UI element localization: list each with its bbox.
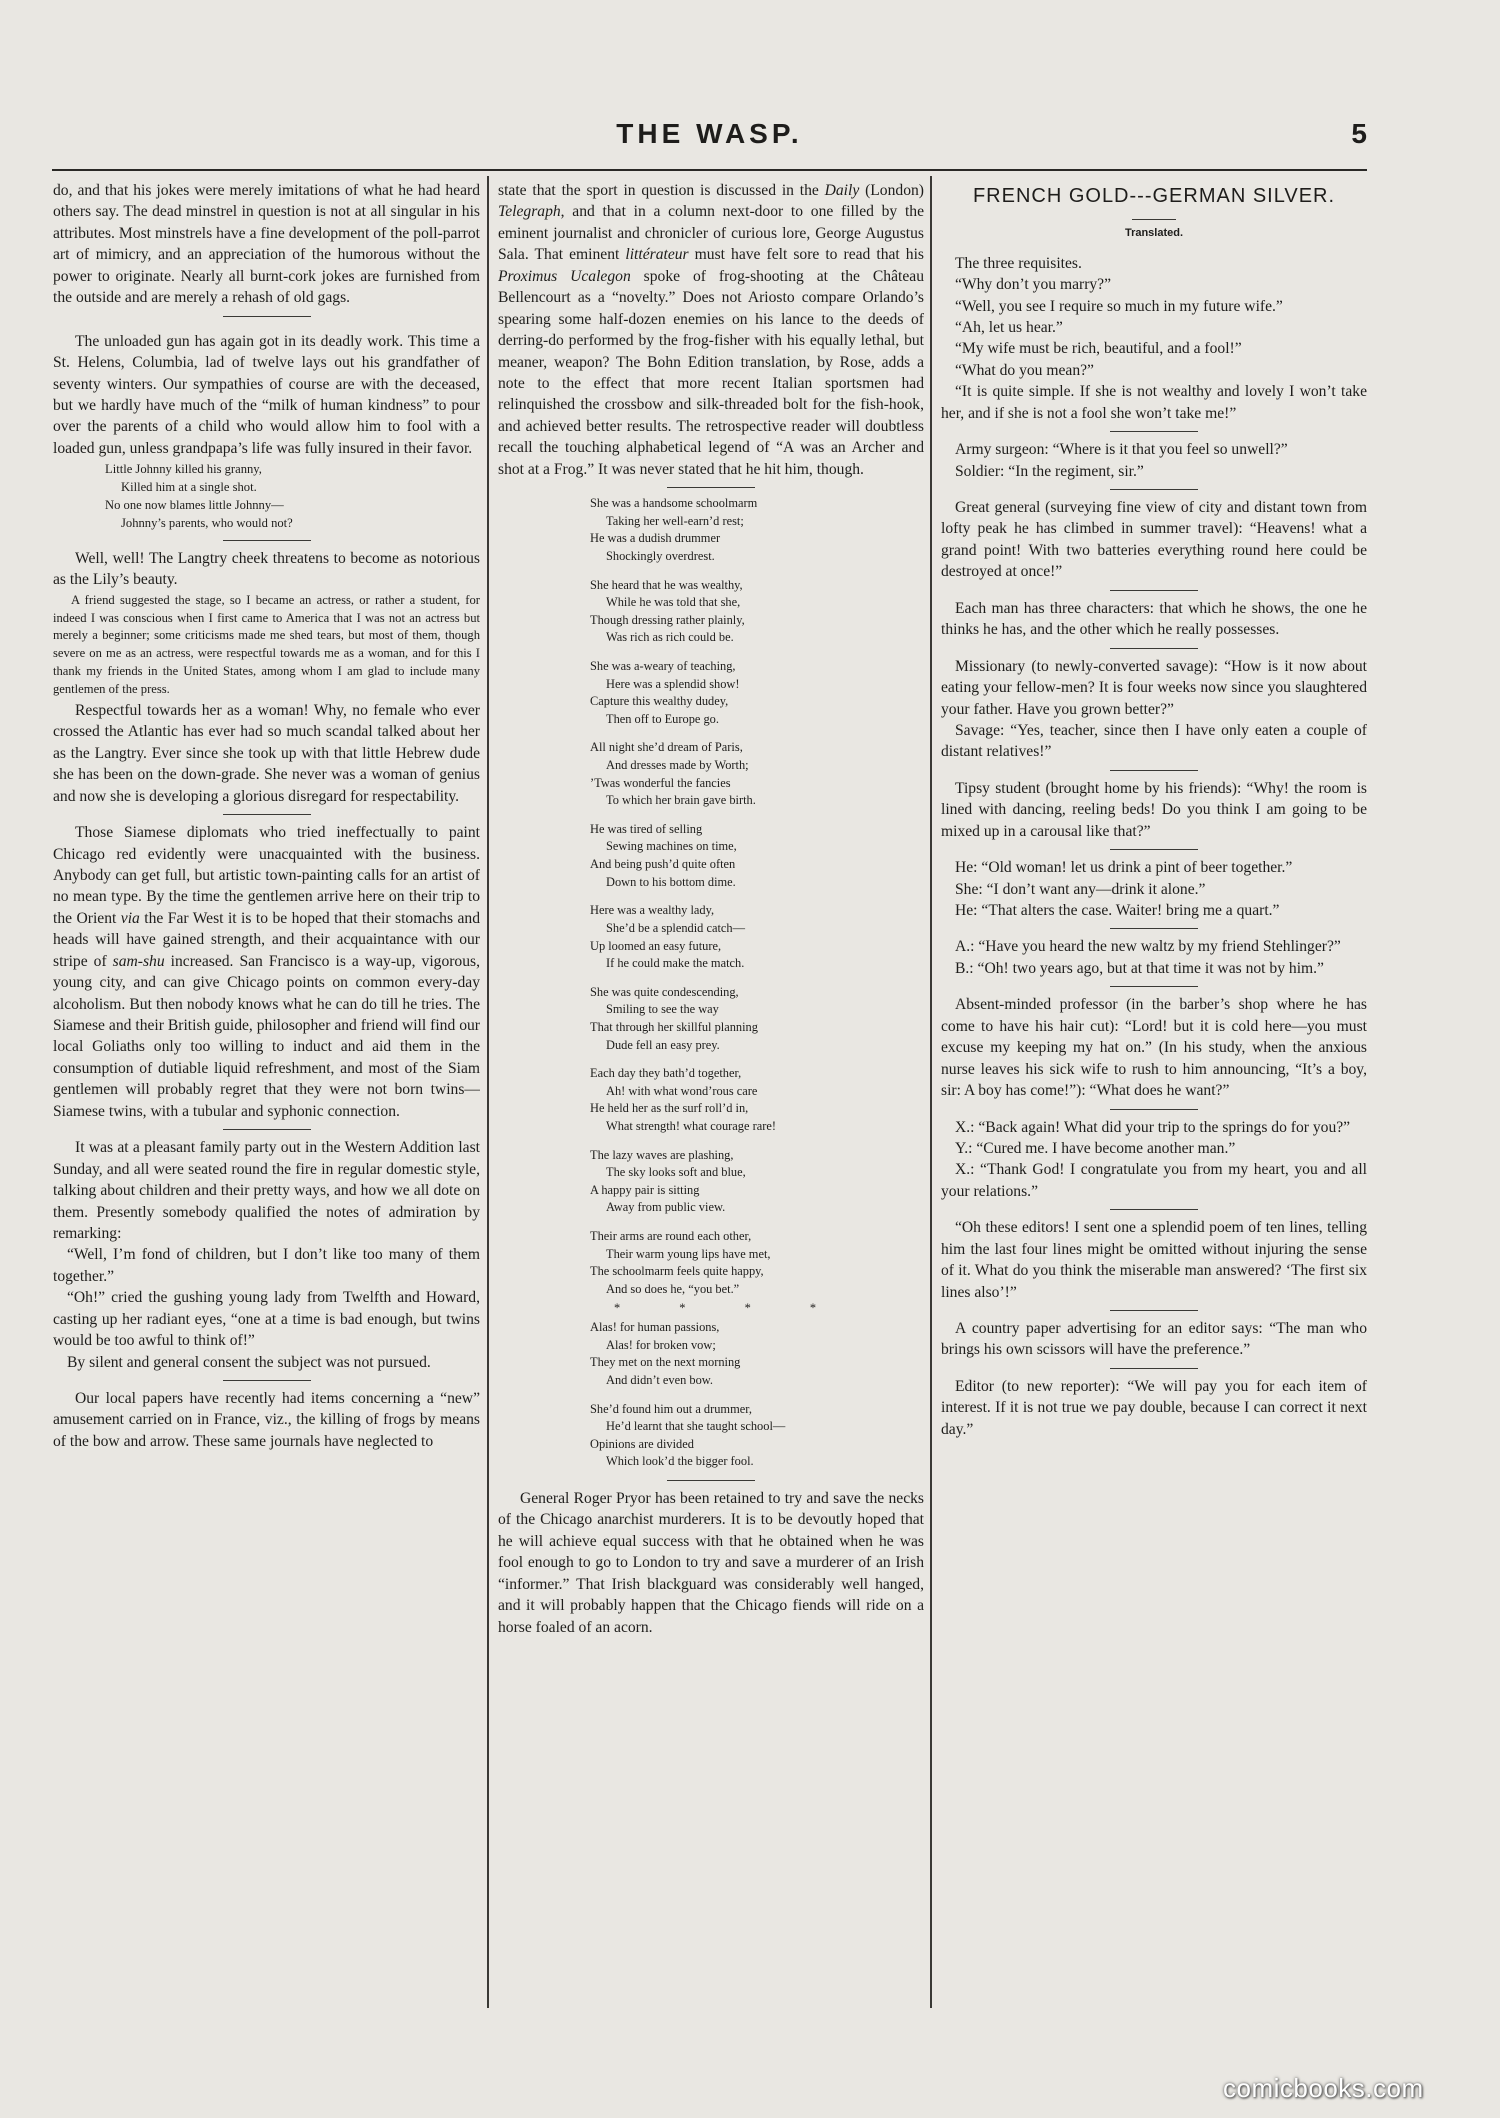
poem-line: They met on the next morning [590,1355,741,1370]
poem-stanza [590,1065,924,1135]
italic-run: littérateur [625,246,689,264]
joke-line: A country paper advertising for an editor says: “The man who brings his own scissors will have the preference.” [941,1320,1367,1359]
poem-line: She’d be a splendid catch— [606,920,746,935]
poem-line: He was a dudish drummer [590,531,721,546]
joke-separator [1110,648,1198,649]
poem-stanza [590,902,924,972]
joke-separator [1110,431,1198,432]
joke-line: X.: “Thank God! I congratulate you from my heart, you and all your relations.” [941,1161,1367,1200]
joke-line: “Ah, let us hear.” [955,318,1063,336]
quote-text: A friend suggested the stage, so I became an actress, or rather a student, for indeed I was conscious when I first came to America that I was not an actress but merely a beginner; some criticisms made me shed tears, but most of them, though severe on me as an actress, were respectful towards me as a woman, and for this I thank my friends in the United States, among whom I am glad to include many gentlemen of the press. [53,592,480,696]
joke-line: Missionary (to newly-converted savage): “How is it now about eating your fellow-men? It is four weeks now since you slaughtered your father. Have you grown better?” [941,657,1367,718]
poem-line: Which look’d the bigger fool. [606,1454,754,1469]
joke-line: She: “I don’t want any—drink it alone.” [955,880,1206,898]
poem-line: A happy pair is sitting [590,1182,700,1197]
joke-separator [1110,1109,1198,1110]
section-separator [667,1480,755,1481]
article-paragraph: do, and that his jokes were merely imitations of what he had heard others say. The dead minstrel in question is not at all singular in his attributes. Most minstrels have a fine development of the poll-parrot art of mimicry, and an appreciation of the humorous without the power to originate. Nearly all burnt-cork jokes are furnished from the outside and are merely a rehash of old gags. [53,182,480,307]
poem-line: Up loomed an easy future, [590,938,722,953]
section-separator [667,487,755,488]
joke-line: Absent-minded professor (in the barber’s shop where he has come to have his hair cut): “Lord! but it is cold here—you must excuse my keeping my hat on.” (In his study, when the anxious nurse leaves his sick wife to rush to him announcing, “It’s a boy, sir: A boy has come!”): “What does he want?” [941,996,1367,1100]
section-separator [223,1129,311,1130]
poem-line: Taking her well-earn’d rest; [606,513,744,528]
poem-line: Opinions are divided [590,1436,694,1451]
poem-line: Dude fell an easy prey. [606,1037,720,1052]
poem-stanza [590,577,924,647]
joke-line: Y.: “Cured me. I have become another man.” [955,1139,1236,1157]
poem-line: Each day they bath’d together, [590,1066,742,1081]
poem-line: Smiling to see the way [606,1002,719,1017]
joke-line: Editor (to new reporter): “We will pay you for each item of interest. If it is not true we pay double, because I can correct it next day.” [941,1377,1367,1438]
poem-stanza [590,1401,924,1471]
poem-line: ’Twas wonderful the fancies [590,775,731,790]
poem-line: He’d learnt that she taught school— [606,1419,786,1434]
poem-line: That through her skillful planning [590,1019,758,1034]
joke-line: Army surgeon: “Where is it that you feel so unwell?” [955,441,1288,459]
joke-line: “Why don’t you marry?” [955,276,1112,294]
article-paragraph: The unloaded gun has again got in its deadly work. This time a St. Helens, Columbia, lad of twelve lays out his grandfather of seventy winters. Our sympathies of course are with the deceased, but we hardly have much of the “milk of human kindness” to pour over the parents of a child who would allow him to fool with a loaded gun, unless grandpapa’s life was fully insured in their favor. [53,332,480,457]
dialogue-paragraph: By silent and general consent the subject was not pursued. [67,1353,431,1371]
article-paragraph: General Roger Pryor has been retained to try and save the necks of the Chicago anarchist murderers. It is to be devoutly hoped that he will achieve equal success with that he obtained when he was fool enough to go to London to try and save a murderer of an Irish “informer.” That Irish blackguard was considerably well hanged, and it will probably happen that the Chicago fiends will ride on a horse foaled of an acorn. [498,1489,924,1636]
italic-run: Proximus Ucalegon [498,267,631,285]
poem-line: And dresses made by Worth; [606,758,749,773]
poem-line: And so does he, “you bet.” [606,1281,740,1296]
joke-line: A.: “Have you heard the new waltz by my friend Stehlinger?” [955,938,1341,956]
poem-line: He was tired of selling [590,821,703,836]
verse-line: Little Johnny killed his granny, [105,462,262,477]
column-2 [498,180,924,2008]
article-paragraph: Respectful towards her as a woman! Why, no female who ever crossed the Atlantic has ever had so much scandal talked about her as the Langtry. Ever since she took up with that little Hebrew dude she has been on the down-grade. She never was a woman of genius and now she is developing a glorious disregard for respectability. [53,701,480,805]
joke-separator [1110,1368,1198,1369]
section-subtitle: Translated. [1124,226,1184,239]
section-separator [223,814,311,815]
section-separator [223,316,311,317]
joke-line: Great general (surveying fine view of city and distant town from lofty peak he has climbed in summer travel): “Heavens! what a grand point! With two batteries everything round here could be destroyed at once!” [941,499,1367,581]
dialogue-paragraph: “Well, I’m fond of children, but I don’t like too many of them together.” [53,1246,480,1285]
poem-line: Sewing machines on time, [606,839,737,854]
page-number: 5 [1351,118,1367,149]
joke-line: Each man has three characters: that which he shows, the one he thinks he has, and the other which he really possesses. [941,599,1367,639]
poem-line: She’d found him out a drummer, [590,1401,752,1416]
masthead-title: THE WASP. [616,118,803,149]
poem-stanza [590,495,924,565]
poem-line: Here was a wealthy lady, [590,903,715,918]
block-quote [53,592,480,699]
column-divider-1 [487,176,489,2008]
poem [590,495,924,1471]
joke-line: “My wife must be rich, beautiful, and a fool!” [955,340,1242,358]
poem-line: The sky looks soft and blue, [606,1165,746,1180]
joke-line: “It is quite simple. If she is not wealthy and lovely I won’t take her, and if she is not a fool she won’t take me!” [941,383,1367,422]
italic-run: sam-shu [112,952,165,970]
poem-line: Their warm young lips have met, [606,1246,771,1261]
joke-separator [1110,849,1198,850]
joke-line: “Well, you see I require so much in my future wife.” [955,297,1283,315]
poem-stanza [590,984,924,1054]
article-paragraph: It was at a pleasant family party out in the Western Addition last Sunday, and all were seated round the fire in regular domestic style, talking about children and their pretty ways, and how we all dote on them. Presently somebody qualified the notes of admiration by remarking: [53,1139,480,1242]
section-separator [223,1380,311,1381]
text-run: (London) [859,182,924,199]
section-separator [223,540,311,541]
article-paragraph: Our local papers have recently had items concerning a “new” amusement carried on in France, viz., the killing of frogs by means of the bow and arrow. These same journals have neglected to [53,1390,480,1450]
poem-line: Down to his bottom dime. [606,874,736,889]
joke-separator [1110,1209,1198,1210]
joke-line: He: “That alters the case. Waiter! bring me a quart.” [955,902,1280,919]
poem-stanza [590,1319,924,1389]
poem-line: And didn’t even bow. [606,1372,714,1387]
watermark: comicbooks.com [1223,2073,1424,2103]
poem-line: Alas! for broken vow; [606,1337,716,1352]
text-run: must have felt sore to read that his [688,246,924,264]
poem-line: Alas! for human passions, [590,1320,720,1335]
joke-line: B.: “Oh! two years ago, but at that time it was not by him.” [955,959,1324,977]
joke-line: The three requisites. [955,254,1082,272]
joke-separator [1110,489,1198,490]
article-paragraph [498,180,924,480]
poem-line: What strength! what courage rare! [606,1119,776,1134]
text-run: , and that in a column next-door to one filled by the eminent journalist and chronicler of curious lore, George Augustus Sala. That eminent [498,203,924,264]
italic-run: Telegraph [498,203,561,221]
joke-separator [1110,1310,1198,1311]
joke-separator [1110,770,1198,771]
joke-line: Soldier: “In the regiment, sir.” [955,462,1144,480]
poem-line: She heard that he was wealthy, [590,577,743,592]
joke-line: Tipsy student (brought home by his friends): “Why! the room is lined with dancing, reeling beds! Do you think I am going to be mixed up in a carousal like that?” [941,779,1367,840]
poem-line: Away from public view. [606,1200,726,1215]
poem-line: Their arms are round each other, [590,1229,752,1244]
article-paragraph: Well, well! The Langtry cheek threatens to become as notorious as the Lily’s beauty. [53,549,480,589]
poem-line: The lazy waves are plashing, [590,1147,734,1162]
verse [105,461,480,533]
page-header [52,118,1367,158]
joke-separator [1110,590,1198,591]
poem-line: He held her as the surf roll’d in, [590,1101,749,1116]
poem-line: Shockingly overdrest. [606,548,715,563]
poem-stanza [590,821,924,891]
dialogue-paragraph: “Oh!” cried the gushing young lady from Twelfth and Howard, casting up her radiant eyes, “one at a time is bad enough, but twins would be too awful to think of!” [53,1289,480,1350]
text-run: Those Siamese diplomats who tried ineffectually to paint Chicago red evidently were unacquainted with the business. Anybody can get full, but artistic town-painting calls for an artist of no mean type. By the time the gentlemen arrive here on their trip to the Orient [53,824,480,927]
poem-stanza [590,1147,924,1217]
verse-line: Johnny’s parents, who would not? [121,515,293,530]
poem-line: While he was told that she, [606,595,741,610]
italic-run: via [120,909,140,927]
italic-run: Daily [824,182,860,199]
joke-separator [1110,928,1198,929]
text-run: the Far West it is to be hoped that their stomachs and heads will have gained strength, and their acquaintance with our stripe of [53,909,480,970]
poem-line: She was a-weary of teaching, [590,659,736,673]
text-run: increased. San Francisco is a way-up, vigorous, young city, and can give Chicago points on common every-day alcoholism. But then nobody knows what he can do till he tries. The Siamese and their British guide, philosopher and friend will find our local Goliaths only too willing to induct and aid them in the consumption of dutiable liquid refreshment, and most of the Siam gentlemen will probably regret that they were not born twins—Siamese twins, with a tubular and syphonic connection. [53,952,480,1120]
poem-line: To which her brain gave birth. [606,793,756,808]
poem-stanza [590,658,924,728]
poem-line: And being push’d quite often [590,857,736,872]
article-paragraph [53,822,480,1122]
poem-line: If he could make the match. [606,956,745,971]
poem-stanza [590,739,924,809]
poem-stanza [590,1228,924,1298]
text-run: state that the sport in question is discussed in the [498,182,825,199]
joke-line: Savage: “Yes, teacher, since then I have only eaten a couple of distant relatives!” [941,721,1367,761]
poem-line: The schoolmarm feels quite happy, [590,1264,764,1279]
poem-line: Ah! with what wond’rous care [606,1083,758,1098]
poem-line: Was rich as rich could be. [606,630,734,645]
text-run: spoke of frog-shooting at the Château Bellencourt as a “novelty.” Does not Ariosto compare Orlando’s spearing some half-dozen enemies on his lance to the deeds of derring-do performed by the frog-fisher with his equally lethal, but meaner, weapon? The Bohn Edition translation, by Rose, adds a note to the effect that more recent Italian sportsmen had relinquished the crossbow and silk-threaded bolt for the fish-hook, and achieved better results. The retrospective reader will doubtless recall the touching alphabetical legend of “A was an Archer and shot at a Frog.” It was never stated that he hit him, though. [498,267,924,478]
column-divider-2 [930,176,932,2008]
poem-line: Here was a splendid show! [606,676,740,691]
poem-line: All night she’d dream of Paris, [590,740,743,755]
jokes-list [941,253,1367,1441]
column-1 [53,180,480,2008]
joke-line: “Oh these editors! I sent one a splendid poem of ten lines, telling him the last four lines might be omitted without injuring the sense of it. What do you think the miserable man answered? ‘The first six lines also’!” [941,1219,1367,1301]
joke-line: X.: “Back again! What did your trip to the springs do for you?” [955,1118,1351,1136]
column-3 [941,180,1367,2008]
title-rule [1132,219,1176,220]
poem-line: She was quite condescending, [590,984,739,999]
verse-line: No one now blames little Johnny— [105,498,284,512]
poem-line: Capture this wealthy dudey, [590,694,729,709]
poem-line: She was a handsome schoolmarm [590,496,758,511]
section-title: FRENCH GOLD---GERMAN SILVER. [972,185,1336,207]
stars-divider: * * * * [614,1300,845,1315]
poem-line: Though dressing rather plainly, [590,612,745,627]
joke-line: He: “Old woman! let us drink a pint of beer together.” [955,859,1293,877]
header-rule [52,169,1367,171]
verse-line: Killed him at a single shot. [121,480,257,495]
joke-separator [1110,986,1198,987]
joke-line: “What do you mean?” [955,361,1094,379]
poem-line: Then off to Europe go. [606,711,719,726]
